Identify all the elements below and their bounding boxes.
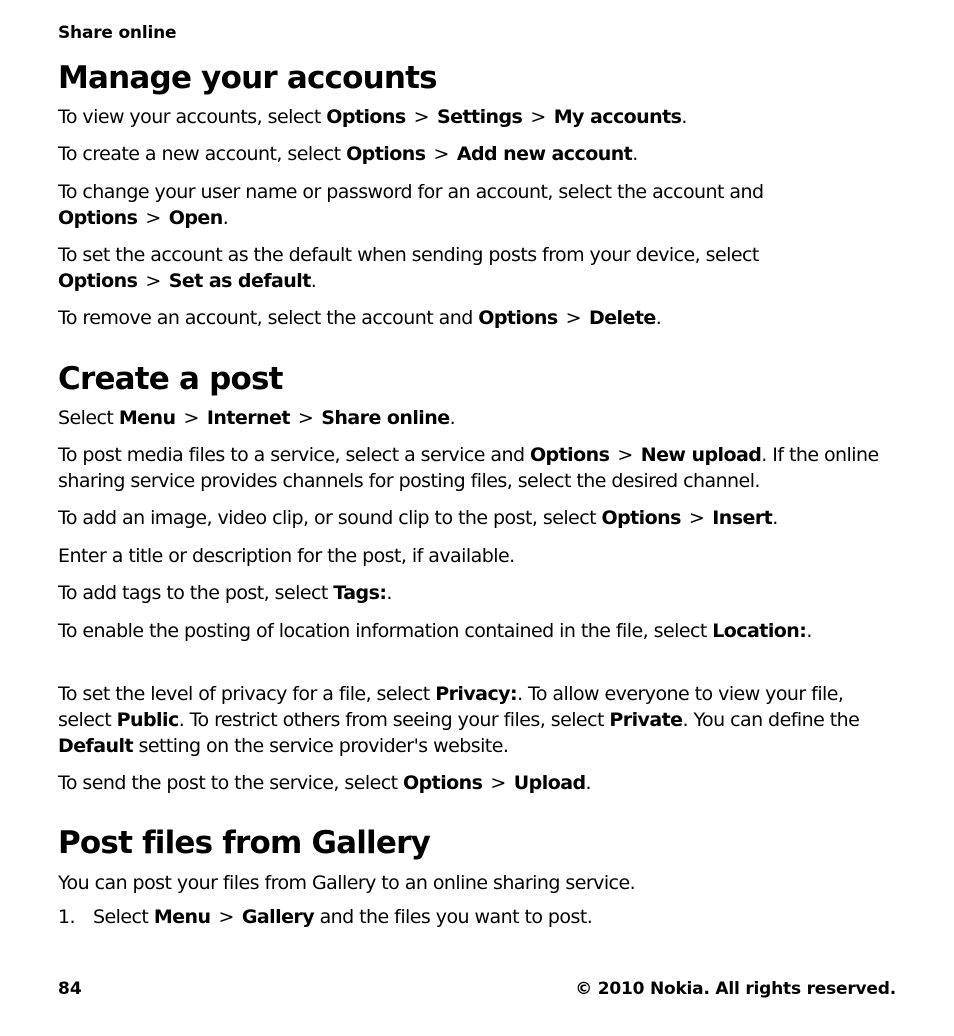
paragraph: To view your accounts, select Options > Settings > My accounts. bbox=[58, 106, 687, 128]
paragraph: To set the account as the default when sending posts from your device, select Options > Set as default. bbox=[58, 244, 759, 292]
paragraph: You can post your files from Gallery to an online sharing service. bbox=[58, 872, 636, 894]
paragraph: To create a new account, select Options > Add new account. bbox=[58, 143, 638, 165]
running-header: Share online bbox=[58, 23, 177, 43]
list-item: 1. Select Menu > Gallery and the files you want to post. bbox=[58, 906, 593, 928]
copyright-notice: © 2010 Nokia. All rights reserved. bbox=[575, 979, 896, 999]
paragraph: To add tags to the post, select Tags:. bbox=[58, 582, 392, 604]
section-title-manage-accounts: Manage your accounts bbox=[58, 60, 437, 96]
paragraph: Enter a title or description for the post, if available. bbox=[58, 545, 515, 567]
paragraph: To set the level of privacy for a file, select Privacy:. To allow everyone to view your file, select Public. To restrict others from seeing your files, select Private. You can define the Default setting on the service provider's website. bbox=[58, 683, 860, 757]
paragraph: To post media files to a service, select a service and Options > New upload. If the online sharing service provides channels for posting files, select the desired channel. bbox=[58, 444, 879, 492]
paragraph: To change your user name or password for an account, select the account and Options > Open. bbox=[58, 181, 764, 229]
paragraph: To add an image, video clip, or sound clip to the post, select Options > Insert. bbox=[58, 507, 778, 529]
paragraph: To remove an account, select the account and Options > Delete. bbox=[58, 307, 662, 329]
paragraph: To send the post to the service, select Options > Upload. bbox=[58, 772, 592, 794]
paragraph: To enable the posting of location information contained in the file, select Location:. bbox=[58, 620, 812, 642]
list-number: 1. bbox=[58, 906, 76, 928]
paragraph: Select Menu > Internet > Share online. bbox=[58, 407, 456, 429]
section-title-post-from-gallery: Post files from Gallery bbox=[58, 825, 430, 861]
section-title-create-post: Create a post bbox=[58, 361, 283, 397]
page-number: 84 bbox=[58, 979, 82, 999]
